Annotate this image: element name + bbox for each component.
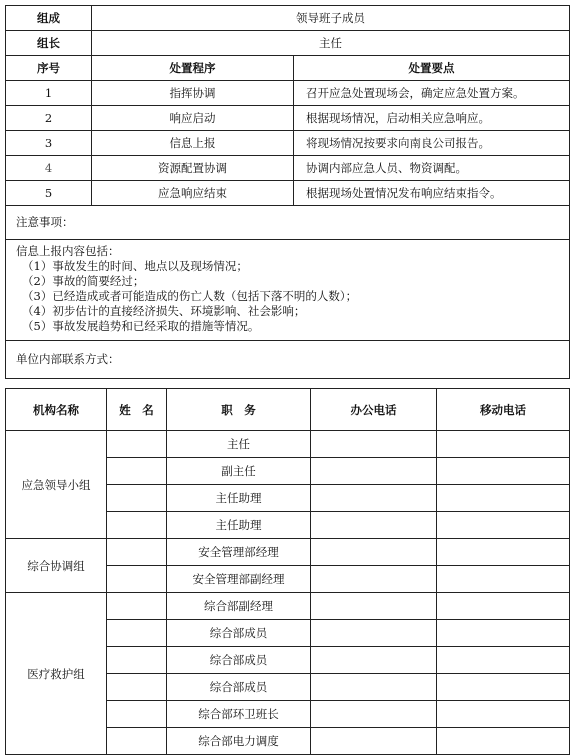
- contacts-table: [5, 388, 570, 755]
- role-cell: 主任: [167, 431, 311, 458]
- report-item: （3）已经造成或者可能造成的伤亡人数（包括下落不明的人数）；: [22, 289, 358, 303]
- role-cell: 主任助理: [167, 485, 311, 512]
- table-row: [6, 81, 570, 106]
- name-cell: [107, 485, 167, 512]
- step-proc: 信息上报: [92, 131, 294, 156]
- report-item: （5）事故发展趋势和已经采取的措施等情况。: [22, 319, 260, 333]
- role-cell: 综合部电力调度: [167, 728, 311, 755]
- name-cell: [107, 647, 167, 674]
- step-num: 1: [6, 81, 92, 106]
- role-cell: 综合部成员: [167, 647, 311, 674]
- table-row: [6, 131, 570, 156]
- role-cell: 综合部成员: [167, 674, 311, 701]
- role-cell: 综合部成员: [167, 620, 311, 647]
- table-row: [6, 539, 570, 566]
- mobile-phone-header: 移动电话: [437, 389, 570, 431]
- name-cell: [107, 458, 167, 485]
- mobile-phone-cell: [437, 485, 570, 512]
- office-phone-header: 办公电话: [311, 389, 437, 431]
- contacts-header-row: [6, 389, 570, 431]
- office-phone-cell: [311, 674, 437, 701]
- step-point: 协调内部应急人员、物资调配。: [294, 156, 570, 181]
- col-seq-header: 序号: [6, 56, 92, 81]
- table-row: [6, 593, 570, 620]
- office-phone-cell: [311, 512, 437, 539]
- step-num: 4: [6, 156, 92, 181]
- office-phone-cell: [311, 701, 437, 728]
- mobile-phone-cell: [437, 512, 570, 539]
- contact-row: [6, 341, 570, 379]
- name-cell: [107, 674, 167, 701]
- col-points-header: 处置要点: [294, 56, 570, 81]
- col-proc-header: 处置程序: [92, 56, 294, 81]
- name-cell: [107, 512, 167, 539]
- step-proc: 响应启动: [92, 106, 294, 131]
- role-cell: 副主任: [167, 458, 311, 485]
- office-phone-cell: [311, 566, 437, 593]
- name-cell: [107, 566, 167, 593]
- role-header: 职 务: [167, 389, 311, 431]
- step-num: 2: [6, 106, 92, 131]
- table-row: [6, 106, 570, 131]
- table-row: [6, 431, 570, 458]
- role-cell: 安全管理部副经理: [167, 566, 311, 593]
- office-phone-cell: [311, 539, 437, 566]
- office-phone-cell: [311, 647, 437, 674]
- attention-row: [6, 206, 570, 240]
- role-cell: 安全管理部经理: [167, 539, 311, 566]
- step-proc: 指挥协调: [92, 81, 294, 106]
- report-title: 信息上报内容包括：: [16, 244, 120, 258]
- document-page: [5, 5, 569, 755]
- step-num: 3: [6, 131, 92, 156]
- report-item: （1）事故发生的时间、地点以及现场情况；: [22, 259, 248, 273]
- name-cell: [107, 728, 167, 755]
- office-phone-cell: [311, 458, 437, 485]
- step-point: 召开应急处置现场会，确定应急处置方案。: [294, 81, 570, 106]
- group-label: 组成: [6, 6, 92, 31]
- leader-row: [6, 31, 570, 56]
- mobile-phone-cell: [437, 647, 570, 674]
- office-phone-cell: [311, 431, 437, 458]
- org-header: 机构名称: [6, 389, 107, 431]
- report-item: （2）事故的简要经过；: [22, 274, 145, 288]
- mobile-phone-cell: [437, 701, 570, 728]
- report-row: [6, 240, 570, 341]
- group-row: [6, 6, 570, 31]
- role-cell: 综合部副经理: [167, 593, 311, 620]
- table-row: [6, 156, 570, 181]
- attention-label: 注意事项：: [6, 206, 570, 240]
- mobile-phone-cell: [437, 674, 570, 701]
- leader-label: 组长: [6, 31, 92, 56]
- leader-value: 主任: [92, 31, 570, 56]
- mobile-phone-cell: [437, 539, 570, 566]
- org-name: 医疗救护组: [6, 593, 107, 755]
- name-cell: [107, 620, 167, 647]
- mobile-phone-cell: [437, 728, 570, 755]
- step-proc: 应急响应结束: [92, 181, 294, 206]
- step-point: 根据现场处置情况发布响应结束指令。: [294, 181, 570, 206]
- step-num: 5: [6, 181, 92, 206]
- office-phone-cell: [311, 485, 437, 512]
- office-phone-cell: [311, 728, 437, 755]
- report-content: [6, 240, 570, 341]
- group-value: 领导班子成员: [92, 6, 570, 31]
- role-cell: 综合部环卫班长: [167, 701, 311, 728]
- name-header: 姓 名: [107, 389, 167, 431]
- report-item: （4）初步估计的直接经济损失、环境影响、社会影响；: [22, 304, 306, 318]
- name-cell: [107, 593, 167, 620]
- office-phone-cell: [311, 593, 437, 620]
- name-cell: [107, 539, 167, 566]
- mobile-phone-cell: [437, 593, 570, 620]
- org-name: 应急领导小组: [6, 431, 107, 539]
- mobile-phone-cell: [437, 458, 570, 485]
- org-name: 综合协调组: [6, 539, 107, 593]
- office-phone-cell: [311, 620, 437, 647]
- mobile-phone-cell: [437, 566, 570, 593]
- name-cell: [107, 431, 167, 458]
- table-row: [6, 181, 570, 206]
- step-proc: 资源配置协调: [92, 156, 294, 181]
- procedure-table: [5, 5, 570, 379]
- step-point: 根据现场情况，启动相关应急响应。: [294, 106, 570, 131]
- name-cell: [107, 701, 167, 728]
- header-row: [6, 56, 570, 81]
- mobile-phone-cell: [437, 620, 570, 647]
- step-point: 将现场情况按要求向南良公司报告。: [294, 131, 570, 156]
- mobile-phone-cell: [437, 431, 570, 458]
- role-cell: 主任助理: [167, 512, 311, 539]
- contact-label: 单位内部联系方式：: [6, 341, 570, 379]
